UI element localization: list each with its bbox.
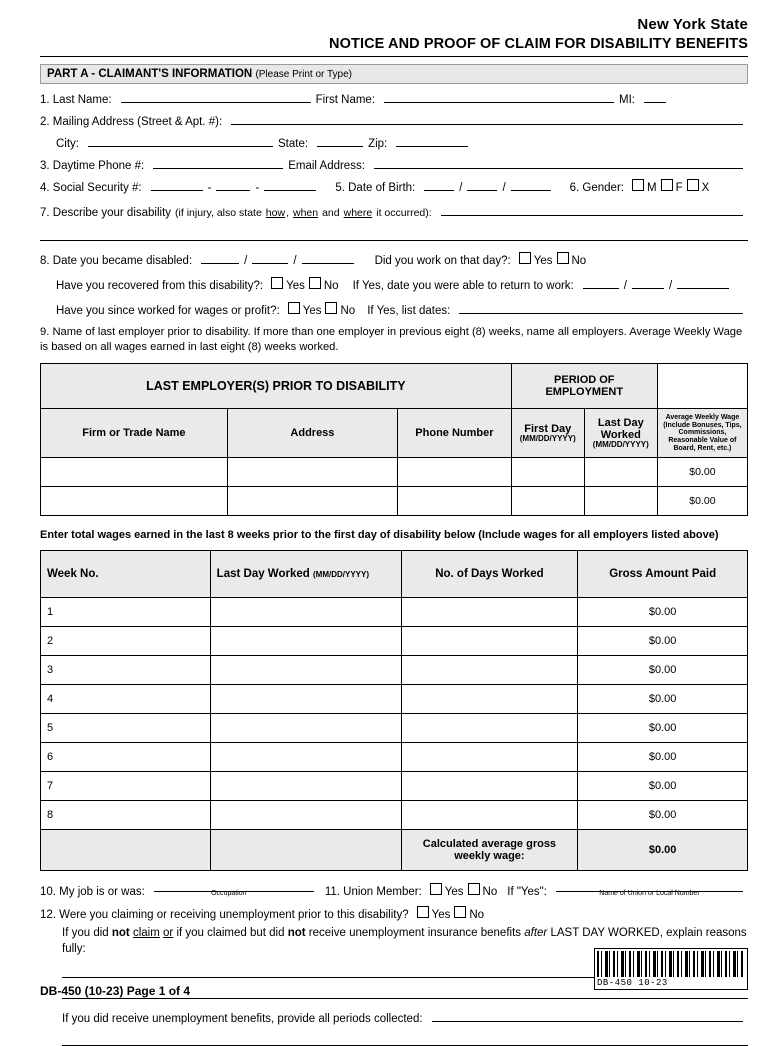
part-a-band <box>40 64 748 84</box>
row-occupation-union <box>40 879 748 898</box>
cell-lastday-1[interactable] <box>210 598 401 627</box>
label-occupation: 10. My job is or was: <box>40 886 145 899</box>
cell-gross-6: $0.00 <box>578 743 748 772</box>
label-email: Email Address: <box>288 160 365 172</box>
cell-last-day-2[interactable] <box>584 487 657 516</box>
input-first-name[interactable] <box>384 90 614 103</box>
col-address: Address <box>227 409 397 458</box>
weeks-header-row <box>41 551 748 598</box>
label-zip: Zip: <box>368 138 388 150</box>
weeks-table-wrap <box>40 550 748 871</box>
label-union-yes: Yes <box>444 886 464 899</box>
input-state[interactable] <box>317 134 363 147</box>
input-disabled-year[interactable] <box>302 251 354 264</box>
input-disabled-day[interactable] <box>252 251 288 264</box>
label-work-that-day-yes: Yes <box>533 255 553 267</box>
row-phone-email <box>40 156 748 172</box>
label-occurred: it occurred): <box>376 207 432 219</box>
label-city: City: <box>56 138 79 150</box>
cell-address-2[interactable] <box>227 487 397 516</box>
barcode-bars <box>597 951 745 977</box>
col-avg-wage: Average Weekly Wage (Include Bonuses, Tips, Commissions, Reasonable Value of Board, Rent, etc.) <box>657 409 747 458</box>
cell-days-3[interactable] <box>401 656 578 685</box>
label-work-that-day-no: No <box>571 255 587 267</box>
header-divider <box>40 56 748 57</box>
input-dob-month[interactable] <box>424 178 454 191</box>
cell-firm-2[interactable] <box>41 487 228 516</box>
cell-lastday-4[interactable] <box>210 685 401 714</box>
weeks-total-row <box>41 830 748 871</box>
label-how: how <box>265 207 286 219</box>
col-last-day-sub: (MM/DD/YYYY) <box>592 440 649 450</box>
input-unemployment-periods-2[interactable] <box>62 1034 748 1046</box>
col-phone: Phone Number <box>398 409 512 458</box>
cell-avg-wage-2: $0.00 <box>657 487 747 516</box>
cell-firm-1[interactable] <box>41 458 228 487</box>
cell-days-7[interactable] <box>401 772 578 801</box>
cell-week-5: 5 <box>41 714 211 743</box>
col-last-day-worked <box>210 551 401 598</box>
label-when: when <box>292 207 319 219</box>
cell-lastday-2[interactable] <box>210 627 401 656</box>
input-ssn-1[interactable] <box>151 178 203 191</box>
table-row <box>41 598 748 627</box>
barcode-label: DB-450 10-23 <box>597 978 668 988</box>
q12-c: if you claimed but did <box>176 927 285 940</box>
dob-slash-2: / <box>502 182 506 194</box>
col-firm-name: Firm or Trade Name <box>41 409 228 458</box>
col-last-day-label: Last Day Worked <box>597 417 644 442</box>
table-row <box>41 743 748 772</box>
return-slash-1: / <box>623 280 627 292</box>
q12-b: claim <box>132 927 160 940</box>
table-row <box>41 685 748 714</box>
row-since-worked <box>56 301 748 317</box>
table-row <box>41 627 748 656</box>
col-first-day <box>511 409 584 458</box>
q12-not-1: not <box>111 927 130 940</box>
q9-instruction: 9. Name of last employer prior to disability. If more than one employer in previous eight (8) weeks, name all employers. Average Weekly Wage is based on all wages earned in last eight (8) weeks worked. <box>40 326 743 354</box>
col-last-day <box>584 409 657 458</box>
checkbox-gender-x[interactable] <box>687 179 699 191</box>
q12-not-2: not <box>287 927 306 940</box>
cell-lastday-5[interactable] <box>210 714 401 743</box>
col-last-day-worked-label: Last Day Worked <box>216 568 310 581</box>
employer-table-title-row <box>41 364 748 409</box>
q12-after: after <box>524 927 548 940</box>
input-return-year[interactable] <box>677 276 729 289</box>
input-unemployment-periods[interactable] <box>432 1009 743 1022</box>
label-since-worked: Have you since worked for wages or profit?: <box>56 305 280 317</box>
cell-week-8: 8 <box>41 801 211 830</box>
label-gender-f: F <box>675 182 683 194</box>
cell-first-day-1[interactable] <box>511 458 584 487</box>
input-return-month[interactable] <box>583 276 619 289</box>
part-a-label: PART A - CLAIMANT'S INFORMATION <box>47 68 253 80</box>
input-zip[interactable] <box>396 134 468 147</box>
weeks-table <box>40 550 748 871</box>
cell-days-1[interactable] <box>401 598 578 627</box>
cell-gross-2: $0.00 <box>578 627 748 656</box>
col-days-worked: No. of Days Worked <box>401 551 578 598</box>
label-unemployment-periods: If you did receive unemployment benefits, provide all periods collected: <box>62 1013 423 1026</box>
cell-lastday-6[interactable] <box>210 743 401 772</box>
row-name <box>40 90 748 106</box>
label-daytime-phone: 3. Daytime Phone #: <box>40 160 145 172</box>
label-since-worked-yes: Yes <box>302 305 322 317</box>
cell-phone-2[interactable] <box>398 487 512 516</box>
input-disabled-month[interactable] <box>201 251 239 264</box>
cell-week-6: 6 <box>41 743 211 772</box>
input-disability-description-1[interactable] <box>441 203 743 216</box>
input-last-name[interactable] <box>121 90 311 103</box>
total-label: Calculated average gross weekly wage: <box>401 830 578 871</box>
label-occupation-sub: Occupation <box>211 890 247 898</box>
label-union-no: No <box>482 886 498 899</box>
page-title: NOTICE AND PROOF OF CLAIM FOR DISABILITY BENEFITS <box>329 36 748 52</box>
label-describe-disability: 7. Describe your disability <box>40 207 172 219</box>
row-unemployment-periods <box>62 1009 748 1025</box>
label-and: and <box>322 207 340 219</box>
cell-days-5[interactable] <box>401 714 578 743</box>
cell-days-6[interactable] <box>401 743 578 772</box>
employer-period-title: PERIOD OF EMPLOYMENT <box>511 364 657 409</box>
cell-days-2[interactable] <box>401 627 578 656</box>
label-first-name: First Name: <box>315 94 376 106</box>
checkbox-recovered-yes[interactable] <box>271 277 283 289</box>
cell-phone-1[interactable] <box>398 458 512 487</box>
employer-row <box>41 487 748 516</box>
disabled-slash-2: / <box>293 255 297 267</box>
input-dob-year[interactable] <box>511 178 551 191</box>
employer-row <box>41 458 748 487</box>
dob-slash-1: / <box>459 182 463 194</box>
employer-table-title: LAST EMPLOYER(S) PRIOR TO DISABILITY <box>41 364 512 409</box>
label-last-name: 1. Last Name: <box>40 94 112 106</box>
label-union-sub: Name of Union or Local Number <box>599 890 700 898</box>
row-ssn-dob-gender <box>40 178 748 194</box>
weeks-table-body <box>41 598 748 871</box>
checkbox-gender-f[interactable] <box>661 179 673 191</box>
total-spacer-2 <box>210 830 401 871</box>
cell-lastday-3[interactable] <box>210 656 401 685</box>
cell-week-7: 7 <box>41 772 211 801</box>
row-unemployment <box>40 906 748 921</box>
label-mailing-address: 2. Mailing Address (Street & Apt. #): <box>40 116 223 128</box>
col-first-day-sub: (MM/DD/YYYY) <box>519 434 576 444</box>
table-row <box>41 714 748 743</box>
cell-first-day-2[interactable] <box>511 487 584 516</box>
cell-week-3: 3 <box>41 656 211 685</box>
label-recovered: Have you recovered from this disability?: <box>56 280 264 292</box>
employer-table-header-row <box>41 409 748 458</box>
input-dob-day[interactable] <box>467 178 497 191</box>
cell-last-day-1[interactable] <box>584 458 657 487</box>
label-recovered-no: No <box>323 280 339 292</box>
row-recovered <box>56 276 748 292</box>
total-spacer-1 <box>41 830 211 871</box>
input-daytime-phone[interactable] <box>153 156 283 169</box>
cell-gross-8: $0.00 <box>578 801 748 830</box>
cell-gross-7: $0.00 <box>578 772 748 801</box>
form-id: DB-450 (10-23) Page 1 of 4 <box>40 984 191 998</box>
input-return-day[interactable] <box>632 276 664 289</box>
input-list-dates[interactable] <box>459 301 743 314</box>
checkbox-since-worked-yes[interactable] <box>288 302 300 314</box>
table-row <box>41 656 748 685</box>
cell-week-4: 4 <box>41 685 211 714</box>
checkbox-recovered-no[interactable] <box>309 277 321 289</box>
label-describe-disability-note: (if injury, also state <box>175 207 262 219</box>
claimant-info-fields <box>40 90 748 355</box>
avg-wage-spacer <box>657 364 747 409</box>
label-gender: 6. Gender: <box>569 182 624 194</box>
col-first-day-label: First Day <box>524 423 572 436</box>
label-recovered-yes: Yes <box>286 280 305 292</box>
disabled-slash-1: / <box>244 255 248 267</box>
q12-or: or <box>163 927 174 940</box>
cell-gross-1: $0.00 <box>578 598 748 627</box>
cell-gross-3: $0.00 <box>578 656 748 685</box>
checkbox-work-that-day-yes[interactable] <box>519 252 531 264</box>
label-comma: , <box>286 207 289 219</box>
table-row <box>41 772 748 801</box>
return-slash-2: / <box>668 280 673 292</box>
label-work-that-day: Did you work on that day?: <box>374 255 511 267</box>
input-mi[interactable] <box>644 90 666 103</box>
row-mailing-address <box>40 112 748 128</box>
label-unemployment-yes: Yes <box>431 909 451 922</box>
cell-days-8[interactable] <box>401 801 578 830</box>
input-ssn-2[interactable] <box>216 178 250 191</box>
cell-gross-5: $0.00 <box>578 714 748 743</box>
header-state: New York State <box>637 16 748 33</box>
input-mailing-address[interactable] <box>231 112 743 125</box>
employer-table-wrap <box>40 363 748 516</box>
label-union-ifyes: If "Yes": <box>507 886 547 899</box>
checkbox-gender-m[interactable] <box>632 179 644 191</box>
checkbox-since-worked-no[interactable] <box>325 302 337 314</box>
cell-address-1[interactable] <box>227 458 397 487</box>
cell-lastday-7[interactable] <box>210 772 401 801</box>
cell-week-2: 2 <box>41 627 211 656</box>
row-city-state-zip <box>56 134 748 150</box>
row-describe-disability <box>40 203 748 219</box>
input-ssn-3[interactable] <box>264 178 316 191</box>
q12-d: receive unemployment insurance benefits <box>308 927 522 940</box>
employer-table <box>40 363 748 516</box>
input-disability-description-2[interactable] <box>40 229 748 241</box>
col-gross-amount: Gross Amount Paid <box>578 551 748 598</box>
cell-days-4[interactable] <box>401 685 578 714</box>
total-value: $0.00 <box>578 830 748 871</box>
q12-a: If you did <box>62 927 109 940</box>
label-union-member: 11. Union Member: <box>324 886 422 899</box>
page-header <box>0 0 770 52</box>
table-row <box>41 801 748 830</box>
input-city[interactable] <box>88 134 273 147</box>
label-return-to-work: If Yes, date you were able to return to work: <box>352 280 574 292</box>
label-gender-m: M <box>646 182 657 194</box>
label-unemployment-no: No <box>469 909 485 922</box>
ssn-dash-1: - <box>207 182 212 194</box>
row-date-disabled <box>40 251 748 267</box>
label-since-worked-no: No <box>340 305 356 317</box>
label-dob: 5. Date of Birth: <box>335 182 416 194</box>
label-gender-x: X <box>701 182 710 194</box>
col-week-no: Week No. <box>41 551 211 598</box>
wage-instruction: Enter total wages earned in the last 8 weeks prior to the first day of disability below (Include wages for all employers listed above) <box>40 529 719 542</box>
label-list-dates: If Yes, list dates: <box>367 305 451 317</box>
checkbox-work-that-day-no[interactable] <box>557 252 569 264</box>
label-state: State: <box>278 138 309 150</box>
checkbox-unemployment-yes[interactable] <box>417 906 429 918</box>
checkbox-union-no[interactable] <box>468 883 480 895</box>
label-ssn: 4. Social Security #: <box>40 182 142 194</box>
cell-lastday-8[interactable] <box>210 801 401 830</box>
label-date-disabled: 8. Date you became disabled: <box>40 255 193 267</box>
checkbox-union-yes[interactable] <box>430 883 442 895</box>
col-last-day-worked-sub: (MM/DD/YYYY) <box>312 570 369 580</box>
cell-gross-4: $0.00 <box>578 685 748 714</box>
input-email[interactable] <box>374 156 743 169</box>
cell-week-1: 1 <box>41 598 211 627</box>
q12-e: LAST DAY WORKED, explain reasons fully: <box>62 927 747 956</box>
part-a-note: (Please Print or Type) <box>255 69 352 80</box>
checkbox-unemployment-no[interactable] <box>454 906 466 918</box>
label-unemployment: 12. Were you claiming or receiving unemployment prior to this disability? <box>40 909 409 922</box>
ssn-dash-2: - <box>255 182 260 194</box>
cell-avg-wage-1: $0.00 <box>657 458 747 487</box>
label-mi: MI: <box>619 94 635 106</box>
label-where: where <box>343 207 373 219</box>
barcode <box>594 948 748 990</box>
